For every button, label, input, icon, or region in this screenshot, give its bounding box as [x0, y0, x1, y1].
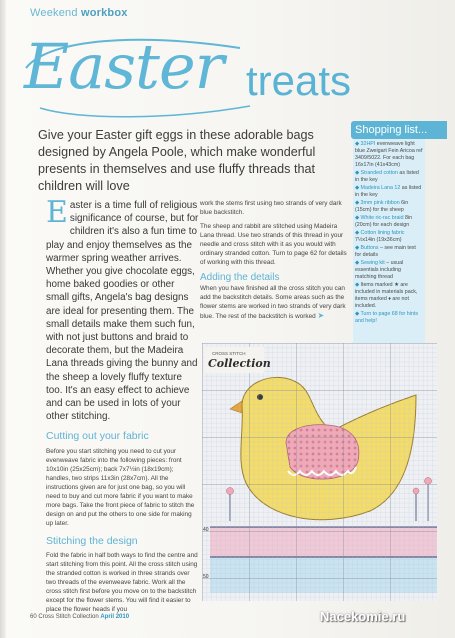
publication-name: Cross Stitch Collection — [36, 614, 101, 620]
shopping-item-text: as listed in the key — [355, 185, 422, 198]
kicker-bold: workbox — [80, 7, 128, 19]
shopping-item-highlight: White ric-rac braid — [360, 215, 404, 221]
issue-date: April 2010 — [100, 614, 130, 620]
column-middle — [200, 199, 350, 321]
bullet-icon: ◆ — [355, 215, 361, 221]
shopping-item-text: 8in (20cm) for each design — [355, 215, 413, 228]
shopping-item — [355, 245, 423, 259]
continue-arrow-icon: ➤ — [317, 311, 325, 320]
lead-paragraph: aster is a time full of religious significance of course, but for children it's also a fun time to play and enjoy themselves as the warmer spring weather arrives. Whether you give chocolate eggs, home baked goodies or other small gifts, Angela's bag designs are ideal for presenting them. The small details make them such fun, with not just buttons and braid to decorate them, but the Madeira Lana threads giving the bunny and the sheep a lovely fluffy texture too. It's an easy effect to achieve and can be used in lots of your other stitching. — [46, 200, 199, 423]
bullet-icon: ◆ — [355, 230, 361, 236]
shopping-item — [355, 215, 423, 229]
bullet-icon: ◆ — [355, 282, 361, 288]
bullet-icon: ◆ — [355, 141, 361, 147]
shopping-item — [355, 230, 423, 244]
bullet-icon: ◆ — [355, 170, 361, 176]
lana-paragraph: The sheep and rabbit are stitched using Madeira Lana thread. Use two strands of this thread in your needle and cross stitch with it as you would with ordinary stranded cotton. Turn to page 62 for details of working with this thread. — [200, 223, 347, 266]
shopping-item-highlight: Buttons — [360, 245, 379, 251]
shopping-item-highlight: 3mm pink ribbon — [360, 200, 400, 206]
column-left — [46, 195, 199, 614]
shopping-item — [355, 260, 423, 281]
shopping-list-box — [353, 121, 428, 353]
chart-logo-small: CROSS STITCH — [212, 351, 246, 356]
bullet-icon: ◆ — [355, 185, 361, 191]
shopping-item — [355, 170, 423, 184]
shopping-item-text: – usual essentials including matching thread — [355, 260, 404, 280]
chart-logo: Collection — [208, 357, 271, 370]
row-label-40: 40 — [203, 527, 209, 533]
subheading-cutting: Cutting out your fabric — [46, 430, 149, 443]
title-script: Easter — [24, 30, 224, 103]
shopping-item — [355, 185, 423, 199]
site-watermark: Nacekomie.ru — [320, 609, 406, 624]
bullet-icon: ◆ — [355, 200, 361, 206]
shopping-list-items — [355, 141, 423, 326]
shopping-item-highlight: Turn to page 68 for hints and help! — [355, 311, 418, 324]
intro-paragraph: Give your Easter gift eggs in these adorable bags designed by Angela Poole, which make wonderful presents in themselves and use fluffy threads that children will love — [38, 128, 316, 193]
kicker-light: Weekend — [30, 7, 81, 19]
shopping-item-text: 6in (15cm) for the sheep — [355, 200, 409, 213]
drop-cap: E — [46, 195, 68, 230]
shopping-item-highlight: Madeira Lana 12 — [360, 185, 401, 191]
bullet-icon: ◆ — [355, 311, 361, 317]
stems-paragraph: work the stems first using two strands of very dark blue backstitch. — [200, 200, 342, 216]
subheading-details: Adding the details — [200, 272, 280, 283]
shopping-item-highlight: Stranded cotton — [360, 170, 398, 176]
chart-grid-major — [202, 343, 437, 601]
stitching-paragraph: Fold the fabric in half both ways to find the centre and start stitching from this point. All the cross stitch using the stranded cotton is worked in three strands over two threads of the evenweave fabric. Work all the cross stitch first before you move on to the backstitch except for the flower stems. You will find it easier to place the flower heads if you — [46, 551, 198, 613]
shopping-item-highlight: Sewing kit — [360, 260, 385, 266]
shopping-item-highlight: 32HPI — [360, 141, 376, 147]
shopping-list-title: Shopping list... — [351, 121, 447, 139]
shopping-item-text: – see main text for details — [355, 245, 416, 258]
page-number: 60 — [30, 614, 37, 620]
shopping-item-highlight: Cotton lining fabric — [360, 230, 405, 236]
details-paragraph — [200, 284, 350, 321]
subheading-stitching: Stitching the design — [46, 534, 138, 547]
shopping-item-text: evenweave light blue Zweigart Fein Aricoa ref 3409/5022. For each bag 16x17in (41x43cm) — [355, 141, 423, 168]
details-text: When you have finished all the cross stitch you can add the backstitch details. Some areas such as the flower stems are worked in two strands of very dark blue. The rest of the backstitch is worked — [200, 285, 346, 320]
page-footer — [30, 614, 129, 620]
shopping-item — [355, 200, 423, 214]
title-sans: treats — [246, 57, 352, 104]
cutting-paragraph: Before you start stitching you need to cut your evenweave fabric into the following pieces: front 10x10in (25x25cm); back 7x7½in (18x19cm); handles, two strips 11x3in (28x7cm). All the instructions given are for just one bag, so you will need to buy and cut more fabric if you want to make more bags. Take the front piece of fabric to stitch the design on and put the others to one side for making up later. — [46, 447, 195, 527]
shopping-item — [355, 282, 423, 310]
cross-stitch-chart — [202, 343, 437, 601]
shopping-item-text: 7½x14in (19x36cm) — [355, 237, 402, 243]
bullet-icon: ◆ — [355, 260, 361, 266]
section-kicker — [30, 7, 128, 19]
bullet-icon: ◆ — [355, 245, 361, 251]
shopping-item-text: Items marked ★ are included in materials pack, items marked ♦ are not included. — [355, 282, 418, 309]
row-label-50: 50 — [203, 574, 209, 580]
page-spine-shadow — [0, 0, 6, 638]
shopping-item-text: as listed in the key — [355, 170, 419, 183]
shopping-item — [355, 141, 423, 169]
shopping-item — [355, 311, 423, 325]
